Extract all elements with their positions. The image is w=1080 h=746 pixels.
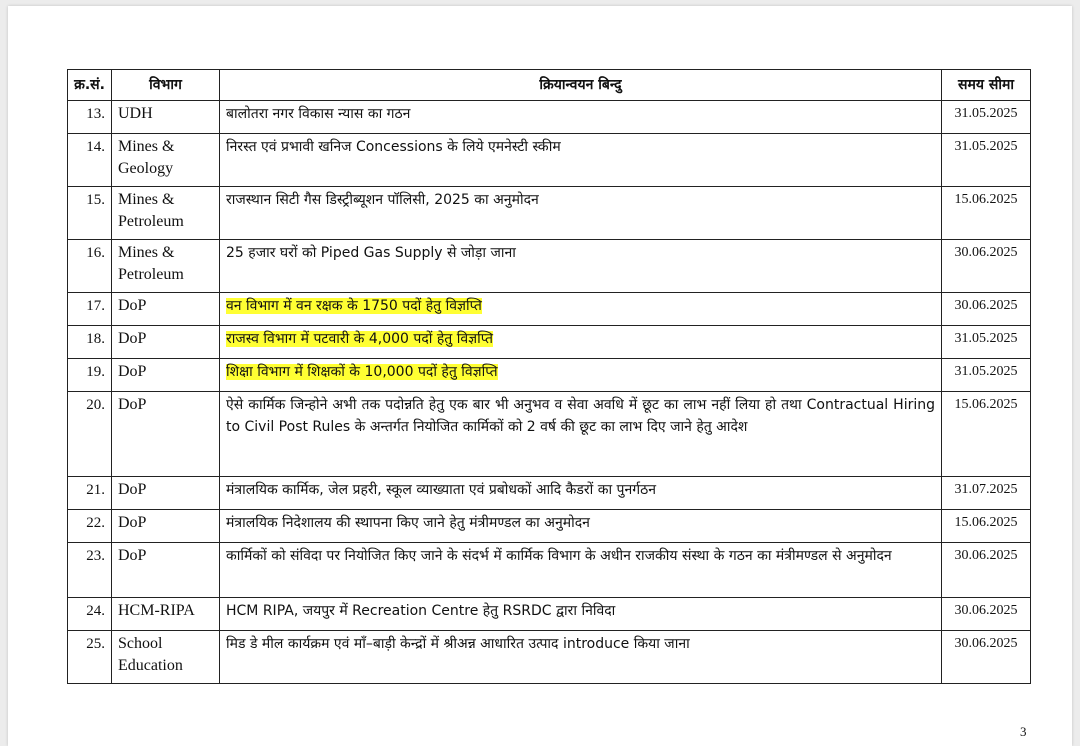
page-number: 3 <box>1020 724 1027 739</box>
deadline-cell: 30.06.2025 <box>942 543 1031 598</box>
deadline-cell: 31.05.2025 <box>942 101 1031 134</box>
department-cell: DoP <box>112 326 220 359</box>
implementation-table <box>67 69 1031 684</box>
deadline-cell: 30.06.2025 <box>942 598 1031 631</box>
implementation-point-cell: ऐसे कार्मिक जिन्होने अभी तक पदोन्नति हेतु एक बार भी अनुभव व सेवा अवधि में छूट का लाभ नहीं लिया हो तथा Contractual Hiring to Civil Post Rules के अन्तर्गत नियोजित कार्मिकों को 2 वर्ष की छूट का लाभ दिए जाने हेतु आदेश <box>220 392 942 477</box>
serial-cell: 20. <box>68 392 112 477</box>
table-row <box>68 510 1031 543</box>
department-cell: DoP <box>112 359 220 392</box>
implementation-point-cell: बालोतरा नगर विकास न्यास का गठन <box>220 101 942 134</box>
deadline-cell: 30.06.2025 <box>942 631 1031 684</box>
serial-cell: 18. <box>68 326 112 359</box>
department-cell: DoP <box>112 543 220 598</box>
deadline-cell: 31.05.2025 <box>942 359 1031 392</box>
header-serial: क्र.सं. <box>68 70 112 101</box>
deadline-cell: 31.05.2025 <box>942 326 1031 359</box>
department-cell: School Education <box>112 631 220 684</box>
department-cell: DoP <box>112 510 220 543</box>
serial-cell: 19. <box>68 359 112 392</box>
department-cell: Mines & Petroleum <box>112 187 220 240</box>
highlighted-text: शिक्षा विभाग में शिक्षकों के 10,000 पदों हेतु विज्ञप्ति <box>226 364 498 380</box>
table-row <box>68 101 1031 134</box>
implementation-point-cell <box>220 359 942 392</box>
implementation-point-cell: कार्मिकों को संविदा पर नियोजित किए जाने के संदर्भ में कार्मिक विभाग के अधीन राजकीय संस्था के गठन का मंत्रीमण्डल से अनुमोदन <box>220 543 942 598</box>
serial-cell: 23. <box>68 543 112 598</box>
implementation-point-cell: मंत्रालयिक निदेशालय की स्थापना किए जाने हेतु मंत्रीमण्डल का अनुमोदन <box>220 510 942 543</box>
implementation-point-cell <box>220 293 942 326</box>
table-row <box>68 598 1031 631</box>
header-department: विभाग <box>112 70 220 101</box>
table-row <box>68 293 1031 326</box>
implementation-point-cell: मिड डे मील कार्यक्रम एवं माँ–बाड़ी केन्द्रों में श्रीअन्न आधारित उत्पाद introduce किया जाना <box>220 631 942 684</box>
deadline-cell: 15.06.2025 <box>942 392 1031 477</box>
deadline-cell: 30.06.2025 <box>942 240 1031 293</box>
department-cell: HCM-RIPA <box>112 598 220 631</box>
deadline-cell: 31.05.2025 <box>942 134 1031 187</box>
table-row <box>68 187 1031 240</box>
implementation-point-cell: निरस्त एवं प्रभावी खनिज Concessions के लिये एमनेस्टी स्कीम <box>220 134 942 187</box>
department-cell: DoP <box>112 477 220 510</box>
serial-cell: 21. <box>68 477 112 510</box>
serial-cell: 25. <box>68 631 112 684</box>
table-row <box>68 134 1031 187</box>
department-cell: Mines & Geology <box>112 134 220 187</box>
document-page <box>8 6 1072 746</box>
deadline-cell: 30.06.2025 <box>942 293 1031 326</box>
implementation-point-cell: मंत्रालयिक कार्मिक, जेल प्रहरी, स्कूल व्याख्याता एवं प्रबोधकों आदि कैडरों का पुनर्गठन <box>220 477 942 510</box>
table-row <box>68 631 1031 684</box>
table-row <box>68 359 1031 392</box>
table-row <box>68 326 1031 359</box>
implementation-point-cell <box>220 326 942 359</box>
highlighted-text: वन विभाग में वन रक्षक के 1750 पदों हेतु विज्ञप्ति <box>226 298 482 314</box>
deadline-cell: 15.06.2025 <box>942 510 1031 543</box>
serial-cell: 16. <box>68 240 112 293</box>
table-body <box>68 101 1031 684</box>
serial-cell: 13. <box>68 101 112 134</box>
deadline-cell: 15.06.2025 <box>942 187 1031 240</box>
serial-cell: 15. <box>68 187 112 240</box>
table-row <box>68 240 1031 293</box>
highlighted-text: राजस्व विभाग में पटवारी के 4,000 पदों हेतु विज्ञप्ति <box>226 331 494 347</box>
implementation-point-cell: राजस्थान सिटी गैस डिस्ट्रीब्यूशन पॉलिसी, 2025 का अनुमोदन <box>220 187 942 240</box>
serial-cell: 14. <box>68 134 112 187</box>
department-cell: Mines & Petroleum <box>112 240 220 293</box>
department-cell: UDH <box>112 101 220 134</box>
table-row <box>68 392 1031 477</box>
header-implementation-point: क्रियान्वयन बिन्दु <box>220 70 942 101</box>
department-cell: DoP <box>112 392 220 477</box>
implementation-point-cell: HCM RIPA, जयपुर में Recreation Centre हेतु RSRDC द्वारा निविदा <box>220 598 942 631</box>
header-deadline: समय सीमा <box>942 70 1031 101</box>
deadline-cell: 31.07.2025 <box>942 477 1031 510</box>
header-row <box>68 70 1031 101</box>
table-row <box>68 477 1031 510</box>
department-cell: DoP <box>112 293 220 326</box>
implementation-point-cell: 25 हजार घरों को Piped Gas Supply से जोड़ा जाना <box>220 240 942 293</box>
table-row <box>68 543 1031 598</box>
serial-cell: 22. <box>68 510 112 543</box>
serial-cell: 24. <box>68 598 112 631</box>
serial-cell: 17. <box>68 293 112 326</box>
